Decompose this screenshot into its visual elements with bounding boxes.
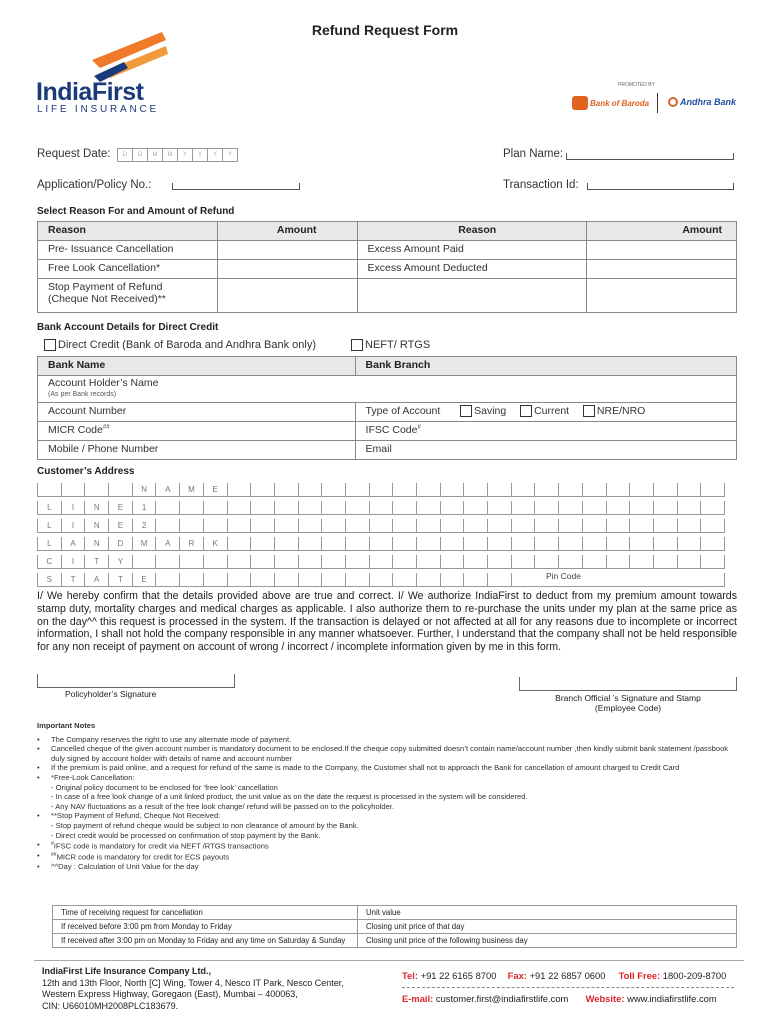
address-char-box[interactable] — [512, 555, 536, 569]
address-char-box[interactable]: I — [62, 519, 86, 533]
address-char-box[interactable]: 2 — [133, 519, 157, 533]
reason-free-look[interactable]: Free Look Cancellation* — [38, 260, 218, 279]
address-char-box[interactable]: N — [85, 519, 109, 533]
address-char-box[interactable]: E — [133, 573, 157, 587]
amount-input[interactable] — [217, 241, 357, 260]
address-char-box[interactable] — [322, 537, 346, 551]
bank-branch-label[interactable]: Bank Branch — [355, 357, 736, 376]
address-char-box[interactable] — [488, 555, 512, 569]
address-char-box[interactable] — [464, 537, 488, 551]
address-char-box[interactable] — [346, 483, 370, 497]
address-char-box[interactable] — [62, 483, 86, 497]
address-char-box[interactable] — [346, 537, 370, 551]
address-char-box[interactable] — [441, 519, 465, 533]
unit-value-cell: Closing unit price of that day — [358, 920, 737, 934]
address-char-box[interactable]: E — [109, 519, 133, 533]
note-subitem: - Original policy document to be enclosed for ‘free look’ cancellation — [51, 782, 278, 792]
date-digit-box[interactable]: D — [133, 148, 148, 162]
notes-title: Important Notes — [37, 721, 96, 730]
address-char-box[interactable]: R — [180, 537, 204, 551]
address-row[interactable] — [37, 519, 737, 533]
address-char-box[interactable] — [441, 537, 465, 551]
address-char-box[interactable] — [393, 573, 417, 587]
address-char-box[interactable] — [251, 519, 275, 533]
address-char-box[interactable] — [180, 501, 204, 515]
address-char-box[interactable] — [156, 501, 180, 515]
note-item: • ##MICR code is mandatory for credit for ECS payouts — [37, 851, 737, 862]
address-char-box[interactable] — [322, 501, 346, 515]
address-char-box[interactable]: K — [204, 537, 228, 551]
address-char-box[interactable] — [512, 483, 536, 497]
address-char-box[interactable] — [370, 573, 394, 587]
address-char-box[interactable] — [441, 555, 465, 569]
address-char-box[interactable] — [275, 573, 299, 587]
address-char-box[interactable]: M — [180, 483, 204, 497]
address-char-box[interactable] — [85, 483, 109, 497]
address-char-box[interactable] — [654, 573, 678, 587]
promoted-by-label: PROMOTED BY — [618, 82, 655, 88]
address-char-box[interactable] — [180, 555, 204, 569]
address-char-box[interactable] — [251, 501, 275, 515]
note-item: • The Company reserves the right to use any alternate mode of payment. — [37, 735, 737, 745]
address-grid[interactable] — [37, 483, 737, 591]
unit-value-table — [52, 905, 737, 948]
address-char-box[interactable]: A — [62, 537, 86, 551]
reason-header: Reason — [357, 222, 587, 241]
address-char-box[interactable] — [607, 501, 631, 515]
time-cell: Time of receiving request for cancellation — [53, 906, 358, 920]
address-char-box[interactable] — [417, 555, 441, 569]
amount-input — [587, 279, 737, 313]
address-char-box[interactable] — [535, 555, 559, 569]
address-char-box[interactable]: C — [38, 555, 62, 569]
address-char-box[interactable] — [701, 573, 725, 587]
address-char-box[interactable]: A — [156, 537, 180, 551]
address-char-box[interactable] — [654, 555, 678, 569]
address-char-box[interactable] — [322, 483, 346, 497]
branch-signature-label: Branch Official ’s Signature and Stamp (Employee Code) — [555, 693, 701, 713]
address-char-box[interactable]: A — [85, 573, 109, 587]
bank-name-label[interactable]: Bank Name — [38, 357, 356, 376]
address-char-box[interactable] — [180, 573, 204, 587]
address-char-box[interactable] — [654, 501, 678, 515]
address-char-box[interactable] — [607, 537, 631, 551]
address-char-box[interactable] — [393, 483, 417, 497]
address-char-box[interactable] — [370, 555, 394, 569]
policyholder-signature-label: Policyholder’s Signature — [65, 689, 157, 699]
address-char-box[interactable] — [678, 555, 702, 569]
note-item: • *Free-Look Cancellation: — [37, 773, 737, 783]
address-char-box[interactable] — [630, 483, 654, 497]
request-date-field[interactable] — [117, 148, 238, 162]
address-char-box[interactable] — [630, 501, 654, 515]
address-char-box[interactable] — [228, 519, 252, 533]
fax-number: +91 22 6857 0600 — [529, 970, 606, 981]
address-char-box[interactable] — [535, 537, 559, 551]
bank-table — [37, 356, 737, 460]
reason-excess-paid[interactable]: Excess Amount Paid — [357, 241, 587, 260]
indiafirst-logo-icon — [34, 30, 169, 82]
address-char-box[interactable] — [417, 573, 441, 587]
address-char-box[interactable] — [370, 483, 394, 497]
website-link[interactable]: www.indiafirstlife.com — [627, 993, 717, 1004]
unit-value-cell: Unit value — [358, 906, 737, 920]
amount-input[interactable] — [587, 241, 737, 260]
pin-code-label: Pin Code — [546, 571, 581, 581]
address-char-box[interactable] — [275, 519, 299, 533]
address-char-box[interactable]: N — [133, 483, 157, 497]
address-char-box[interactable] — [299, 483, 323, 497]
address-char-box[interactable] — [393, 537, 417, 551]
address-char-box[interactable] — [512, 537, 536, 551]
contact-web-line: E-mail: customer.first@indiafirstlife.com Website: www.indiafirstlife.com — [402, 993, 717, 1004]
address-char-box[interactable] — [275, 483, 299, 497]
saving-checkbox[interactable] — [460, 405, 472, 417]
address-char-box[interactable]: S — [38, 573, 62, 587]
brand-subtitle: LIFE INSURANCE — [37, 104, 159, 115]
address-char-box[interactable] — [370, 537, 394, 551]
address-char-box[interactable] — [488, 537, 512, 551]
address-char-box[interactable] — [488, 501, 512, 515]
telephone-number[interactable]: +91 22 6165 8700 — [420, 970, 497, 981]
declaration-text: I/ We hereby confirm that the details provided above are true and correct. I/ We authorize IndiaFirst to deduct from my premium amount towards stamp duty, mortality charges and medical charges as applicable. I also authorize them to re-purchase the units under my plan at the same price as on the day^^ this request is processed in the system. If the transaction is delayed or not affected at all for any reasons due to incomplete or incorrect information, I shall not hold the company responsible in any manner whatsoever. Further, I understand that the company shall not be held responsible for any non receipt of payment on account of wrong / incorrect / incomplete information given by me in this form. — [37, 590, 737, 654]
address-char-box[interactable] — [441, 483, 465, 497]
address-char-box[interactable]: 1 — [133, 501, 157, 515]
address-char-box[interactable] — [441, 573, 465, 587]
address-char-box[interactable] — [204, 519, 228, 533]
address-char-box[interactable] — [654, 537, 678, 551]
address-char-box[interactable] — [322, 519, 346, 533]
reason-header: Reason — [38, 222, 218, 241]
address-char-box[interactable] — [512, 501, 536, 515]
address-char-box[interactable]: L — [38, 519, 62, 533]
plan-name-input[interactable] — [566, 146, 734, 160]
address-char-box[interactable] — [346, 519, 370, 533]
account-number-field[interactable]: Account Number — [38, 403, 356, 422]
address-char-box[interactable]: M — [133, 537, 157, 551]
address-char-box[interactable] — [156, 519, 180, 533]
address-char-box[interactable] — [559, 483, 583, 497]
note-subitem: - Stop payment of refund cheque would be subject to non clearance of amount by the Bank. — [51, 820, 359, 830]
nre-nro-checkbox[interactable] — [583, 405, 595, 417]
address-char-box[interactable] — [275, 537, 299, 551]
amount-header: Amount — [217, 222, 357, 241]
address-char-box[interactable] — [583, 537, 607, 551]
address-char-box[interactable] — [251, 483, 275, 497]
address-char-box[interactable] — [441, 501, 465, 515]
reason-pre-issuance[interactable]: Pre- Issuance Cancellation — [38, 241, 218, 260]
address-char-box[interactable] — [299, 519, 323, 533]
address-char-box[interactable] — [512, 519, 536, 533]
amount-input[interactable] — [587, 260, 737, 279]
andhra-bank-icon — [668, 97, 678, 107]
address-char-box[interactable] — [630, 537, 654, 551]
mobile-field[interactable]: Mobile / Phone Number — [38, 441, 356, 460]
andhra-bank-logo: Andhra Bank — [668, 97, 736, 107]
address-row[interactable] — [37, 501, 737, 515]
branch-signature-box[interactable] — [519, 677, 737, 691]
address-char-box[interactable]: N — [85, 537, 109, 551]
unit-value-cell: Closing unit price of the following business day — [358, 934, 737, 948]
bank-of-baroda-icon — [572, 96, 588, 110]
important-notes — [37, 721, 737, 872]
address-char-box[interactable]: N — [85, 501, 109, 515]
note-item: • Cancelled cheque of the given account number is mandatory document to be enclosed.If the cheque copy submitted doesn’t contain name/account number ,then kindly submit bank statement /passbook duly signed by account holder with details of name and account number — [37, 744, 737, 763]
contact-phone-line: Tel: +91 22 6165 8700 Fax: +91 22 6857 0600 Toll Free: 1800-209-8700 — [402, 970, 727, 981]
address-char-box[interactable] — [607, 483, 631, 497]
note-subitem: - Any NAV fluctuations as a result of the free look change/ refund will be passed on to the policyholder. — [51, 801, 395, 811]
note-subitem: - In case of a free look change of a unit linked product, the unit value as on the date the request is processed in the system will be considered. — [51, 792, 528, 802]
address-char-box[interactable] — [678, 537, 702, 551]
bank-section-title: Bank Account Details for Direct Credit — [37, 322, 219, 333]
transaction-id-label: Transaction Id: — [503, 179, 579, 191]
address-char-box[interactable] — [275, 555, 299, 569]
brand-name: IndiaFirst — [36, 78, 144, 106]
address-char-box[interactable] — [583, 573, 607, 587]
address-char-box[interactable] — [204, 555, 228, 569]
refund-section-title: Select Reason For and Amount of Refund — [37, 206, 235, 217]
address-char-box[interactable] — [678, 573, 702, 587]
address-char-box[interactable] — [251, 555, 275, 569]
address-char-box[interactable] — [583, 555, 607, 569]
address-char-box[interactable] — [275, 501, 299, 515]
address-char-box[interactable] — [299, 555, 323, 569]
address-char-box[interactable] — [251, 573, 275, 587]
address-char-box[interactable] — [583, 483, 607, 497]
address-char-box[interactable]: D — [109, 537, 133, 551]
address-char-box[interactable] — [701, 555, 725, 569]
date-digit-box[interactable]: Y — [223, 148, 238, 162]
policyholder-signature-box[interactable] — [37, 674, 235, 688]
address-char-box[interactable] — [228, 573, 252, 587]
address-char-box[interactable] — [535, 501, 559, 515]
address-char-box[interactable]: I — [62, 555, 86, 569]
time-cell: If received after 3:00 pm on Monday to Friday and any time on Saturday & Sunday — [53, 934, 358, 948]
address-char-box[interactable] — [133, 555, 157, 569]
address-char-box[interactable] — [417, 483, 441, 497]
reason-excess-deducted[interactable]: Excess Amount Deducted — [357, 260, 587, 279]
address-char-box[interactable] — [370, 519, 394, 533]
reason-empty-cell — [357, 279, 587, 313]
address-row[interactable] — [37, 483, 737, 497]
address-row[interactable] — [37, 573, 737, 587]
address-char-box[interactable] — [228, 537, 252, 551]
address-char-box[interactable] — [180, 519, 204, 533]
address-char-box[interactable] — [464, 519, 488, 533]
address-char-box[interactable] — [346, 555, 370, 569]
address-char-box[interactable] — [559, 519, 583, 533]
address-char-box[interactable]: Y — [109, 555, 133, 569]
address-char-box[interactable] — [678, 519, 702, 533]
address-char-box[interactable] — [464, 573, 488, 587]
address-char-box[interactable] — [630, 519, 654, 533]
address-char-box[interactable]: T — [109, 573, 133, 587]
refund-table — [37, 221, 737, 313]
plan-name-label: Plan Name: — [503, 148, 564, 160]
note-item: • **Stop Payment of Refund, Cheque Not Received: — [37, 811, 737, 821]
address-char-box[interactable] — [654, 519, 678, 533]
address-row[interactable] — [37, 555, 737, 569]
address-section-title: Customer’s Address — [37, 466, 135, 477]
address-char-box[interactable] — [607, 573, 631, 587]
email-field[interactable]: Email — [355, 441, 736, 460]
company-address: IndiaFirst Life Insurance Company Ltd., 12th and 13th Floor, North [C] Wing, Tower 4, Nesco IT Park, Nesco Center, Western Express Highway, Goregaon (East), Mumbai – 400063, CIN: U66010MH2008PLC183679. — [42, 966, 344, 1011]
address-char-box[interactable] — [393, 519, 417, 533]
neft-rtgs-option[interactable]: NEFT/ RTGS — [351, 339, 430, 351]
date-digit-box[interactable]: Y — [193, 148, 208, 162]
address-char-box[interactable] — [630, 555, 654, 569]
address-char-box[interactable] — [204, 573, 228, 587]
address-char-box[interactable]: A — [156, 483, 180, 497]
address-char-box[interactable] — [464, 483, 488, 497]
amount-input[interactable] — [217, 279, 357, 313]
address-char-box[interactable] — [204, 501, 228, 515]
address-char-box[interactable] — [678, 483, 702, 497]
address-char-box[interactable] — [678, 501, 702, 515]
address-char-box[interactable] — [488, 573, 512, 587]
address-char-box[interactable]: L — [38, 501, 62, 515]
address-char-box[interactable] — [228, 555, 252, 569]
address-char-box[interactable] — [583, 519, 607, 533]
reason-stop-payment[interactable]: Stop Payment of Refund (Cheque Not Received)** — [38, 279, 218, 313]
date-digit-box[interactable]: M — [148, 148, 163, 162]
address-char-box[interactable]: E — [204, 483, 228, 497]
address-char-box[interactable] — [701, 483, 725, 497]
address-char-box[interactable] — [488, 483, 512, 497]
micr-code-field[interactable]: MICR Code## — [38, 422, 356, 441]
note-subitem: - Direct credit would be processed on confirmation of stop payment by the Bank. — [51, 830, 321, 840]
address-char-box[interactable] — [417, 519, 441, 533]
address-char-box[interactable] — [299, 537, 323, 551]
toll-free-number[interactable]: 1800-209-8700 — [662, 970, 727, 981]
address-char-box[interactable] — [701, 519, 725, 533]
address-char-box[interactable] — [299, 501, 323, 515]
date-digit-box[interactable]: Y — [208, 148, 223, 162]
address-char-box[interactable] — [559, 555, 583, 569]
contact-info — [402, 970, 734, 1004]
current-checkbox[interactable] — [520, 405, 532, 417]
request-date-label: Request Date: — [37, 148, 111, 160]
address-char-box[interactable] — [156, 573, 180, 587]
address-char-box[interactable] — [393, 501, 417, 515]
direct-credit-option[interactable]: Direct Credit (Bank of Baroda and Andhra Bank only) — [44, 339, 316, 351]
address-char-box[interactable]: L — [38, 537, 62, 551]
address-char-box[interactable] — [488, 519, 512, 533]
address-char-box[interactable] — [393, 555, 417, 569]
address-char-box[interactable] — [464, 555, 488, 569]
address-char-box[interactable] — [322, 555, 346, 569]
account-type-field: Type of Account Saving Current NRE/NRO — [355, 403, 736, 422]
direct-credit-checkbox[interactable] — [44, 339, 56, 351]
date-digit-box[interactable]: D — [118, 148, 133, 162]
address-char-box[interactable]: E — [109, 501, 133, 515]
page-title: Refund Request Form — [311, 22, 459, 38]
date-digit-box[interactable]: M — [163, 148, 178, 162]
address-char-box[interactable] — [464, 501, 488, 515]
address-char-box[interactable]: T — [62, 573, 86, 587]
address-char-box[interactable]: I — [62, 501, 86, 515]
address-char-box[interactable] — [322, 573, 346, 587]
address-char-box[interactable] — [417, 537, 441, 551]
account-holder-field[interactable]: Account Holder’s Name (As per Bank records) — [38, 376, 737, 403]
note-item: • #IFSC code is mandatory for credit via NEFT /RTGS transactions — [37, 840, 737, 851]
transaction-id-input[interactable] — [587, 176, 734, 190]
address-char-box[interactable] — [559, 501, 583, 515]
neft-rtgs-checkbox[interactable] — [351, 339, 363, 351]
address-char-box[interactable] — [417, 501, 441, 515]
date-digit-box[interactable]: Y — [178, 148, 193, 162]
address-row[interactable] — [37, 537, 737, 551]
policy-number-label: Application/Policy No.: — [37, 179, 152, 191]
address-char-box[interactable] — [583, 501, 607, 515]
email-link[interactable]: customer.first@indiafirstlife.com — [435, 993, 569, 1004]
contact-divider — [402, 987, 734, 988]
logo-divider — [657, 93, 658, 113]
address-char-box[interactable] — [607, 555, 631, 569]
address-char-box[interactable] — [607, 519, 631, 533]
ifsc-code-field[interactable]: IFSC Code# — [355, 422, 736, 441]
address-char-box[interactable] — [156, 555, 180, 569]
address-char-box[interactable] — [370, 501, 394, 515]
address-char-box[interactable] — [512, 573, 536, 587]
policy-number-input[interactable] — [172, 176, 300, 190]
time-cell: If received before 3:00 pm from Monday to Friday — [53, 920, 358, 934]
address-char-box[interactable] — [535, 483, 559, 497]
address-char-box[interactable] — [228, 501, 252, 515]
note-item: • If the premium is paid online, and a request for refund of the same is made to the Company, the Customer shall not to approach the Bank for cancellation of amount charged to Credit Card — [37, 763, 737, 773]
address-char-box[interactable] — [654, 483, 678, 497]
address-char-box[interactable] — [559, 537, 583, 551]
address-char-box[interactable] — [701, 537, 725, 551]
amount-header: Amount — [587, 222, 737, 241]
address-char-box[interactable] — [701, 501, 725, 515]
address-char-box[interactable] — [251, 537, 275, 551]
address-char-box[interactable] — [346, 573, 370, 587]
address-char-box[interactable] — [630, 573, 654, 587]
note-item: • ^^Day : Calculation of Unit Value for the day — [37, 862, 737, 872]
amount-input[interactable] — [217, 260, 357, 279]
address-char-box[interactable] — [109, 483, 133, 497]
address-char-box[interactable] — [346, 501, 370, 515]
address-char-box[interactable] — [299, 573, 323, 587]
address-char-box[interactable] — [38, 483, 62, 497]
address-char-box[interactable] — [228, 483, 252, 497]
bank-of-baroda-logo: Bank of Baroda — [572, 96, 649, 110]
address-char-box[interactable]: T — [85, 555, 109, 569]
address-char-box[interactable] — [535, 519, 559, 533]
